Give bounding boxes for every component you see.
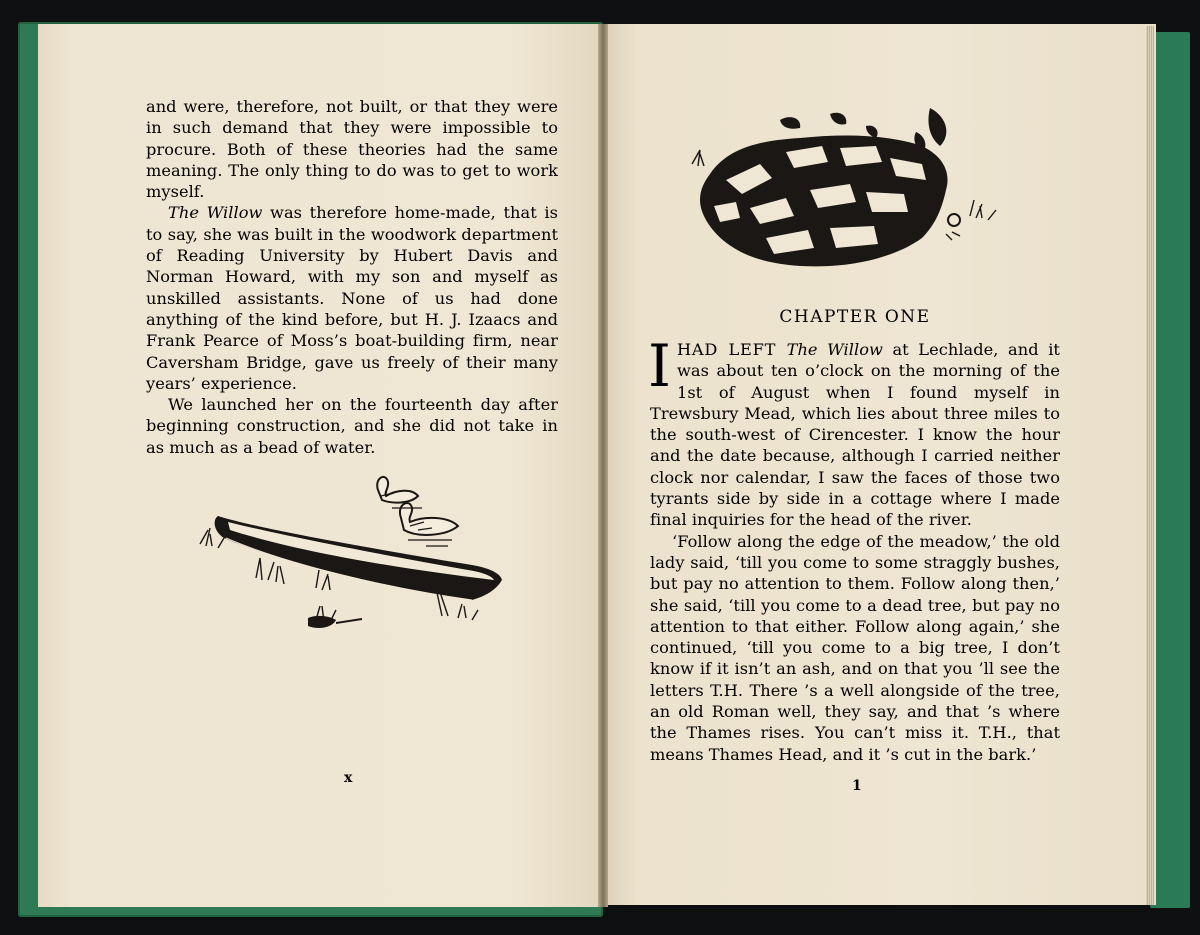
lead-caps: HAD LEFT [676, 340, 787, 359]
book-gutter [598, 24, 608, 907]
page-edges [1146, 26, 1154, 905]
left-paragraph-3: We launched her on the fourteenth day after beginning construction, and she did not take in as much as a bead of water. [146, 395, 558, 457]
boat-name-italic: The Willow [786, 340, 883, 359]
right-page-text [648, 332, 1060, 765]
boat-name-italic: The Willow [168, 203, 263, 223]
left-page-text [146, 96, 558, 458]
left-page-number: x [344, 770, 353, 786]
left-paragraph-2 [146, 202, 558, 394]
left-paragraph-2-text: was therefore home-made, that is to say, she was built in the woodwork department of Reading University by Hubert Davis and Norman Howard, with my son and myself as unskilled assistants. None of us had done anything of the kind before, but H. J. Izaacs and Frank Pearce of Moss’s boat-building firm, near Caversham Bridge, gave us freely of their many years’ experience. [146, 203, 559, 393]
right-paragraph-1-text: at Lechlade, and it was about ten o’clock on the morning of the 1st of August when I found myself in Trewsbury Mead, which lies about three miles to the south-west of Cirencester. I know the hour and the date because, although I carried neither clock nor calendar, I saw the faces of those two tyrants side by side in a cottage where I made final inquiries for the head of the river. [650, 340, 1060, 530]
book-cover-right [1150, 32, 1190, 908]
right-paragraph-1 [648, 332, 1060, 531]
canoe-icon [215, 516, 502, 600]
left-paragraph-1: and were, therefore, not built, or that they were in such demand that they were impossible to procure. Both of these theories had the same meaning. The only thing to do was to get to work myself. [146, 97, 558, 202]
rocks-leaves-illustration [690, 104, 1010, 276]
swan-icon [377, 477, 418, 503]
flower-icon [948, 214, 960, 226]
drop-cap: I [648, 332, 671, 400]
right-paragraph-2: ‘Follow along the edge of the meadow,’ the old lady said, ‘till you come to some straggly bushes, but pay no attention to them. Follow along then,’ she said, ‘till you come to a dead tree, but pay no attention to that either. Follow along again,’ she continued, ‘till you come to a big tree, I don’t know if it isn’t an ash, and on that you ’ll see the letters T.H. There ’s a well alongside of the tree, an old Roman well, they say, and that ’s where the Thames rises. You can’t miss it. T.H., that means Thames Head, and it ’s cut in the bark.’ [650, 531, 1060, 764]
boat-swans-illustration [196, 468, 516, 646]
chapter-title: CHAPTER ONE [779, 307, 931, 327]
paddle-icon [308, 616, 362, 628]
right-page-number: 1 [852, 778, 862, 794]
